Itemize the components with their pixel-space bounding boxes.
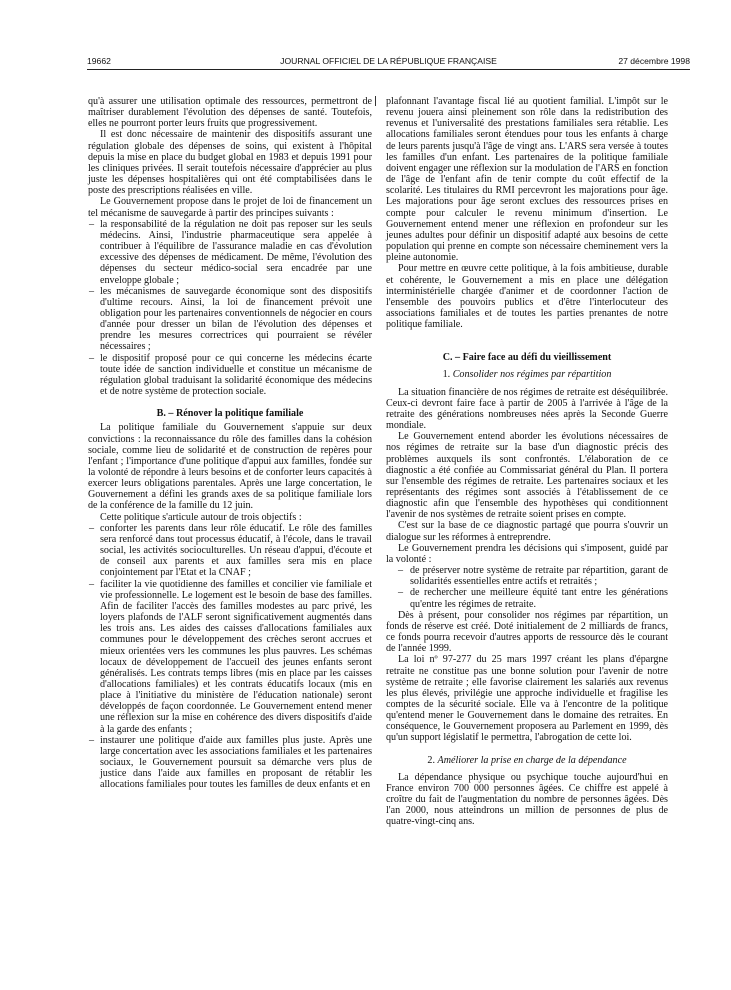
paragraph: Le Gouvernement prendra les décisions qui s'imposent, guidé par la volonté : xyxy=(386,542,668,565)
paragraph: Pour mettre en œuvre cette politique, à la fois ambitieuse, durable et cohérente, le Gouvernement a mis en place une délégation interministérielle chargée d'animer et de coordonner l'action de l'ensemble des pouvoirs publics et d'être l'interlocuteur des associations familiales et de toutes les parties prenantes de notre politique familiale. xyxy=(386,263,668,331)
subsection-heading xyxy=(386,369,668,380)
list-item: – de préserver notre système de retraite par répartition, garant de solidarités essentielles entre actifs et retraités ; xyxy=(386,565,668,587)
paragraph: La loi nº 97-277 du 25 mars 1997 créant les plans d'épargne retraite ne constitue pas une bonne solution pour l'avenir de notre système de retraite ; elle favorise clairement les salariés aux revenus les plus élevés, privilégie une approche individuelle et fragilise les comptes de la sécurité sociale. Elle va à l'encontre de la politique qu'entend mener le Gouvernement dans le domaine des retraites. En conséquence, le Gouvernement proposera au Parlement en 1999, dès qu'un support législatif le permettra, l'abrogation de cette loi. xyxy=(386,654,668,744)
subsection-heading xyxy=(386,755,668,766)
section-heading: C. – Faire face au défi du vieillissement xyxy=(442,352,612,364)
paragraph: La situation financière de nos régimes de retraite est déséquilibrée. Ceux-ci devront faire face à partir de 2005 à l'arrivée à l'âge de la retraite des générations nombreuses nées après la Seconde Guerre mondiale. xyxy=(386,386,668,432)
list-item: – les mécanismes de sauvegarde économique sont des dispositifs d'ultime recours. Ainsi, la loi de financement prévoit une obligation pour les partenaires conventionnels de négocier en cours d'année pour dresser un bilan de l'évolution des dépenses et prendre les mesures correctrices qui pourraient se révéler nécessaires ; xyxy=(88,286,372,353)
page-number: 19662 xyxy=(87,56,111,66)
list-item: – de rechercher une meilleure équité tant entre les générations qu'entre les régimes de retraite. xyxy=(386,587,668,609)
subsection-number: 1. xyxy=(442,369,451,381)
paragraph: La dépendance physique ou psychique touche aujourd'hui en France environ 700 000 personnes âgées. Ce chiffre est appelé à croître du fait de l'augmentation du nombre de personnes âgées. Dès l'an 2000, nous atteindrons un million de personnes de plus de quatre-vingt-cinq ans. xyxy=(386,771,668,828)
bullet-list xyxy=(88,523,372,791)
list-item: – la responsabilité de la régulation ne doit pas reposer sur les seuls médecins. Ainsi, l'industrie pharmaceutique sera appelée à contribuer à l'équilibre de l'assurance maladie en cas d'évolution excessive des dépenses de médicament. De même, l'évolution des dépenses du secteur médico-social sera encadrée par une enveloppe globale ; xyxy=(88,219,372,286)
paragraph: Le Gouvernement entend aborder les évolutions nécessaires de nos régimes de retraite sur la base d'un diagnostic précis des problèmes auxquels ils sont confrontés. L'élaboration de ce diagnostic a été confiée au Commissariat général du Plan. Il portera sur l'ensemble des régimes de retraite. Les partenaires sociaux et les représentants des régimes sont associés à l'établissement de ce diagnostic afin que l'ensemble des hypothèses qui conditionnent l'avenir de nos systèmes de retraite soient prises en compte. xyxy=(386,431,668,521)
list-item: – instaurer une politique d'aide aux familles plus juste. Après une large concertation avec les associations familiales et les partenaires sociaux, le Gouvernement poursuit sa démarche vers plus de justice dans l'aide aux familles en proposant de rétablir les allocations familiales pour toutes les familles de deux enfants et en xyxy=(88,735,372,791)
paragraph: qu'à assurer une utilisation optimale des ressources, permettront de maîtriser durablement l'évolution des dépenses de santé. Toutefois, elles ne pourront porter leurs fruits que progressivement. xyxy=(88,96,372,130)
bullet-list xyxy=(386,565,668,610)
paragraph: La politique familiale du Gouvernement s'appuie sur deux convictions : la reconnaissance du rôle des familles dans la cohésion sociale, comme lieu de solidarité et de construction de repères pour l'enfant ; l'importance d'une politique d'appui aux familles, fondée sur la volonté de répondre à leurs besoins et de conforter leurs capacités à exercer leurs obligations parentales. Après une large concertation, le Gouvernement a défini les grands axes de sa politique familiale lors de la conférence de la famille du 12 juin. xyxy=(88,422,372,512)
subsection-number: 2. xyxy=(427,754,435,766)
paragraph: Dès à présent, pour consolider nos régimes par répartition, un fonds de réserve est créé. Doté initialement de 2 milliards de francs, ce fonds pourra recevoir d'autres apports de ressource dès le courant de l'année 1999. xyxy=(386,609,668,655)
column-separator-mark xyxy=(375,96,376,106)
paragraph: plafonnant l'avantage fiscal lié au quotient familial. L'impôt sur le revenu jouera ainsi pleinement son rôle dans la redistribution des revenus et l'universalité des prestations familiales sera rétablie. Les allocations familiales seront étendues pour tous les enfants à charge de leurs parents jusqu'à l'âge de vingt ans. L'ARS sera versée à toutes les familles d'un enfant. Les partenaires de la politique familiale doivent engager une réflexion sur la modulation de l'ARS en fonction de l'âge de l'enfant afin de tenir compte du coût effectif de la scolarité. Les titulaires du RMI percevront les majorations pour âge. Les majorations pour âge seront exclues des ressources prises en compte pour calculer le revenu minimum d'insertion. Le Gouvernement entend mener une réflexion en profondeur sur les jeunes adultes pour définir un dispositif adapté aux besoins de cette population qui prenne en compte son nécessaire cheminement vers la pleine autonomie. xyxy=(386,96,668,264)
paragraph: Il est donc nécessaire de maintenir des dispositifs assurant une régulation globale des dépenses de soins, qui existent à l'hôpital depuis la mise en place du budget global en 1983 et depuis 1991 pour les cliniques privées. Il serait toutefois nécessaire d'apprécier au plus juste les dépenses hospitalières qui ont été comptabilisées dans le poste des prescriptions réalisées en ville. xyxy=(88,129,372,197)
right-column xyxy=(386,96,668,828)
section-heading: B. – Rénover la politique familiale xyxy=(156,408,304,420)
paragraph: Le Gouvernement propose dans le projet de loi de financement un tel mécanisme de sauvegarde à partir des principes suivants : xyxy=(88,196,372,219)
subsection-title: Consolider nos régimes par répartition xyxy=(452,369,612,381)
left-column xyxy=(88,96,372,791)
list-item: – conforter les parents dans leur rôle éducatif. Le rôle des familles sera renforcé dans tout processus éducatif, à l'école, dans le travail social, les activités socioculturelles. Un réseau d'appui, d'écoute et de conseil aux parents et aux familles sera mis en place conjointement par l'Etat et la CNAF ; xyxy=(88,523,372,579)
journal-title: JOURNAL OFFICIEL DE LA RÉPUBLIQUE FRANÇAISE xyxy=(280,56,497,66)
subsection-title: Améliorer la prise en charge de la dépendance xyxy=(437,754,627,766)
list-item: – le dispositif proposé pour ce qui concerne les médecins écarte toute idée de sanction individuelle et constitue un mécanisme de régulation global traduisant la solidarité économique des médecins et de notre système de protection sociale. xyxy=(88,353,372,398)
list-item: – faciliter la vie quotidienne des familles et concilier vie familiale et vie professionnelle. Le logement est le besoin de base des familles. Afin de faciliter l'accès des familles modestes au parc privé, les loyers plafonds de l'ALF seront significativement augmentés dans les trois ans. Les aides des caisses d'allocations familiales aux communes pour le développement des crèches seront accrues et mieux orientées vers les communes les plus pauvres. Les schémas locaux de développement de l'accueil des jeunes enfants seront généralisés. Les contrats temps libres (mis en place par les caisses d'allocations familiales) et les contrats éducatifs locaux (mis en place à l'initiative du ministère de l'éducation nationale) seront développés de façon coordonnée. Le Gouvernement entend mener une réflexion sur la mise en cohérence des divers dispositifs d'aide à la garde des enfants ; xyxy=(88,579,372,735)
paragraph: C'est sur la base de ce diagnostic partagé que pourra s'ouvrir un dialogue sur les réformes à entreprendre. xyxy=(386,520,668,543)
header-rule xyxy=(87,69,690,70)
bullet-list xyxy=(88,219,372,398)
publication-date: 27 décembre 1998 xyxy=(618,56,690,66)
paragraph: Cette politique s'articule autour de trois objectifs : xyxy=(100,511,302,523)
page-header xyxy=(87,56,690,68)
